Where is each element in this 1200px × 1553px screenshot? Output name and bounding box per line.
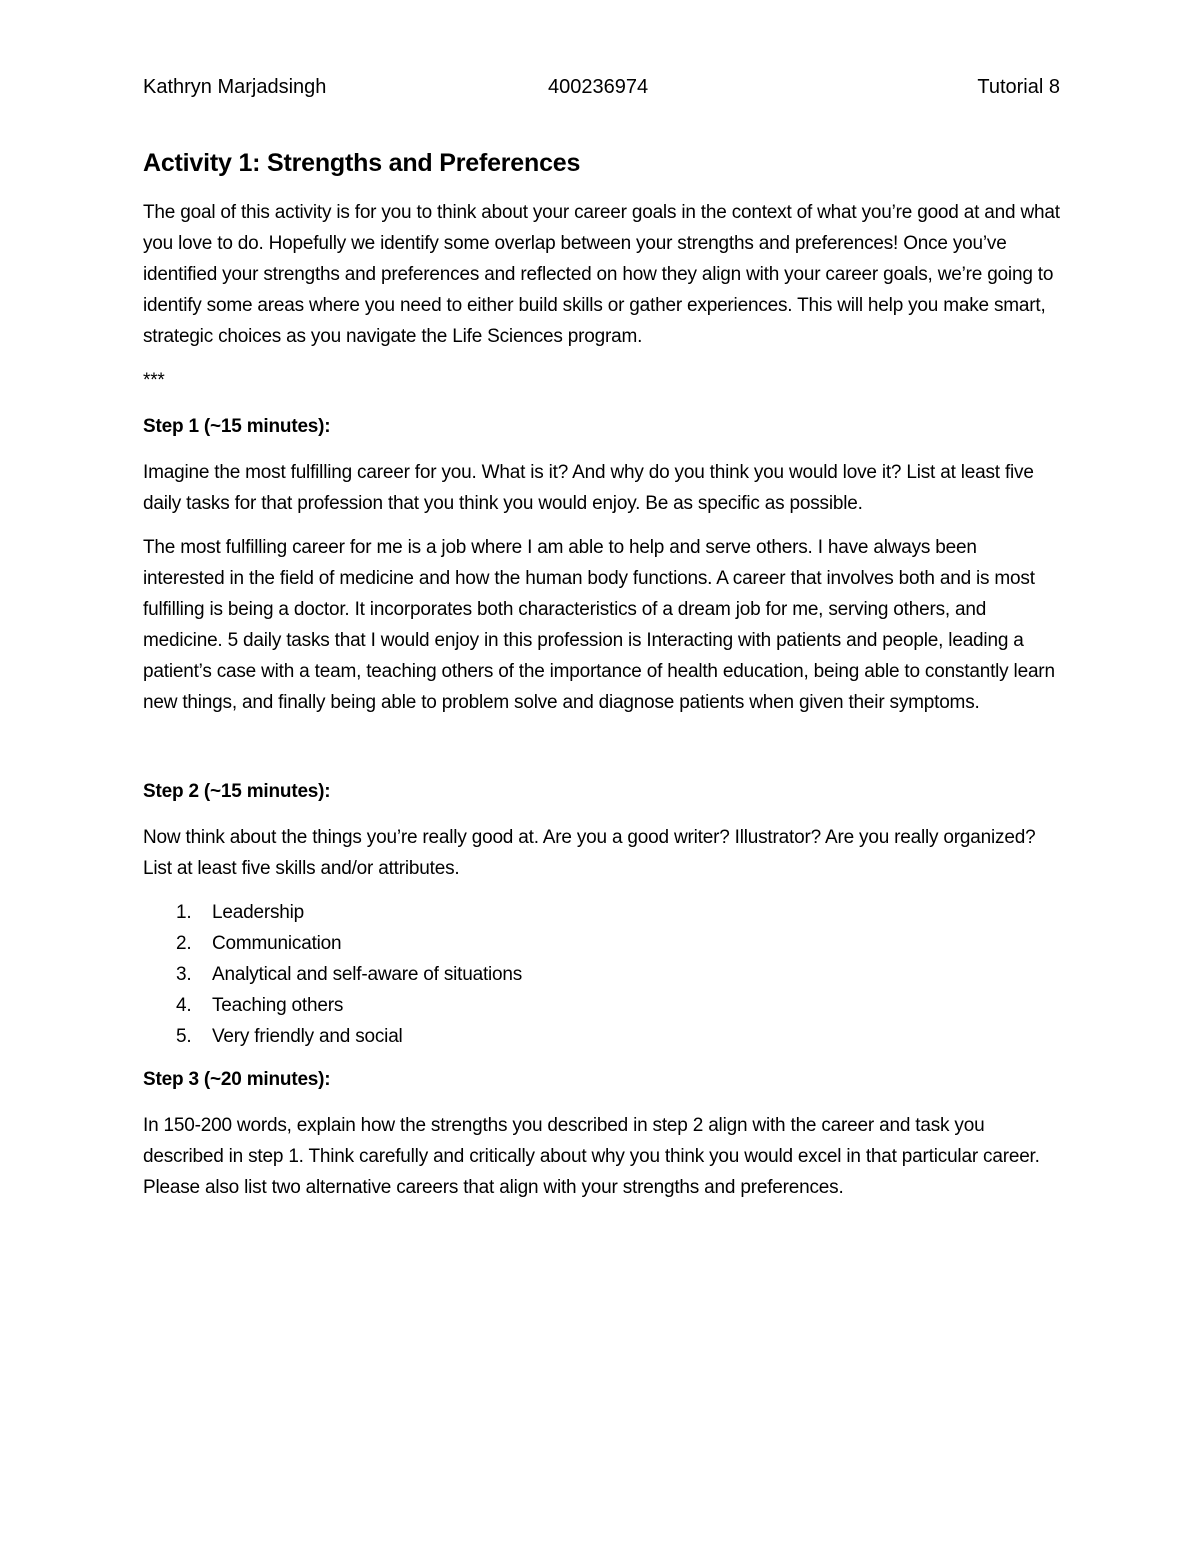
- activity-title: Activity 1: Strengths and Preferences: [143, 149, 581, 177]
- list-item-text: Analytical and self-aware of situations: [212, 964, 523, 985]
- list-item: [143, 1021, 1063, 1052]
- list-item-text: Very friendly and social: [212, 1026, 403, 1047]
- skills-list: [143, 897, 1063, 1052]
- intro-paragraph: The goal of this activity is for you to think about your career goals in the context of what you’re good at and what you love to do. Hopefully we identify some overlap between your strengths and preferences! Once you’ve identified your strengths and preferences and reflected on how they align with your career goals, we’re going to identify some areas where you need to either build skills or gather experiences. This will help you make smart, strategic choices as you navigate the Life Sciences program.: [143, 202, 1060, 347]
- step3-heading: Step 3 (~20 minutes):: [143, 1069, 331, 1090]
- list-item: [143, 897, 1063, 928]
- list-item-text: Communication: [212, 933, 342, 954]
- step2-prompt: Now think about the things you’re really good at. Are you a good writer? Illustrator? Are you really organized? List at least five skills and/or attributes.: [143, 827, 1036, 879]
- list-item-text: Teaching others: [212, 995, 344, 1016]
- list-item-number: 1.: [176, 902, 192, 923]
- step1-heading: Step 1 (~15 minutes):: [143, 416, 331, 437]
- list-item-number: 3.: [176, 964, 192, 985]
- document-body: [143, 145, 1063, 1216]
- list-item-text: Leadership: [212, 902, 305, 923]
- blank-gap: [143, 731, 1063, 776]
- header-tutorial: Tutorial 8: [977, 76, 1060, 98]
- list-item-number: 2.: [176, 933, 192, 954]
- list-item-number: 4.: [176, 995, 192, 1016]
- list-item-number: 5.: [176, 1026, 192, 1047]
- page-header: [143, 72, 1060, 102]
- step1-prompt: Imagine the most fulfilling career for you. What is it? And why do you think you would love it? List at least five daily tasks for that profession that you think you would enjoy. Be as specific as possible.: [143, 462, 1034, 514]
- list-item: [143, 928, 1063, 959]
- header-author-name: Kathryn Marjadsingh: [143, 76, 327, 98]
- step2-heading: Step 2 (~15 minutes):: [143, 781, 331, 802]
- step1-answer: The most fulfilling career for me is a job where I am able to help and serve others. I have always been interested in the field of medicine and how the human body functions. A career that involves both and is most fulfilling is being a doctor. It incorporates both characteristics of a dream job for me, serving others, and medicine. 5 daily tasks that I would enjoy in this profession is Interacting with patients and people, leading a patient’s case with a team, teaching others of the importance of health education, being able to constantly learn new things, and finally being able to problem solve and diagnose patients when given their symptoms.: [143, 537, 1055, 713]
- section-separator: ***: [143, 370, 165, 391]
- step3-prompt: In 150-200 words, explain how the strengths you described in step 2 align with the career and task you described in step 1. Think carefully and critically about why you think you would excel in that particular career. Please also list two alternative careers that align with your strengths and preferences.: [143, 1115, 1040, 1198]
- list-item: [143, 990, 1063, 1021]
- header-student-id: 400236974: [548, 76, 649, 98]
- list-item: [143, 959, 1063, 990]
